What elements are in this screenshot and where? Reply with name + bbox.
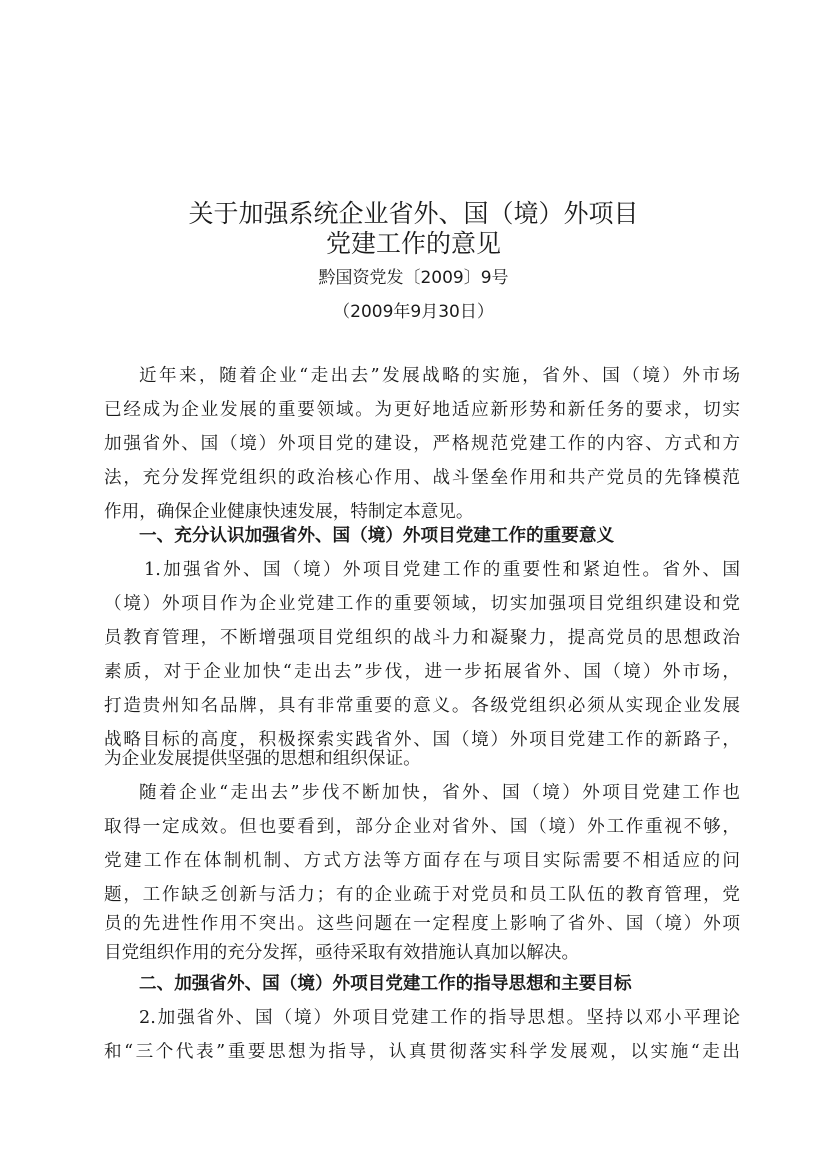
body-line: 题，工作缺乏创新与活力；有的企业疏于对党员和员工队伍的教育管理，党 <box>104 885 740 905</box>
body-line: 素质，对于企业加快“走出去”步伐，进一步拓展省外、国（境）外市场， <box>104 662 740 682</box>
body-line: 目党组织作用的充分发挥，亟待采取有效措施认真加以解决。 <box>104 943 580 963</box>
document-title-line-1: 关于加强系统企业省外、国（境）外项目 <box>188 199 639 228</box>
body-line: 打造贵州知名品牌，具有非常重要的意义。各级党组织必须从实现企业发展 <box>104 696 740 716</box>
section-heading-1: 一、充分认识加强省外、国（境）外项目党建工作的重要意义 <box>139 526 615 546</box>
body-line: （境）外项目作为企业党建工作的重要领域，切实加强项目党组织建设和党 <box>104 594 740 614</box>
body-line: 随着企业“走出去”步伐不断加快，省外、国（境）外项目党建工作也 <box>139 783 740 803</box>
body-line: 战略目标的高度，积极探索实践省外、国（境）外项目党建工作的新路子， <box>104 730 740 750</box>
body-line: 取得一定成效。但也要看到，部分企业对省外、国（境）外工作重视不够， <box>104 817 740 837</box>
document-title-line-2: 党建工作的意见 <box>325 229 501 258</box>
body-line: 2.加强省外、国（境）外项目党建工作的指导思想。坚持以邓小平理论 <box>139 1008 740 1028</box>
section-heading-2: 二、加强省外、国（境）外项目党建工作的指导思想和主要目标 <box>139 974 632 994</box>
body-line: 员的先进性作用不突出。这些问题在一定程度上影响了省外、国（境）外项 <box>104 914 740 934</box>
body-line: 员教育管理，不断增强项目党组织的战斗力和凝聚力，提高党员的思想政治 <box>104 628 740 648</box>
body-line: 法，充分发挥党组织的政治核心作用、战斗堡垒作用和共产党员的先锋模范 <box>104 468 740 488</box>
body-line: 加强省外、国（境）外项目党的建设，严格规范党建工作的内容、方式和方 <box>104 434 740 454</box>
body-line: 为企业发展提供坚强的思想和组织保证。 <box>104 749 421 769</box>
body-line: 近年来，随着企业“走出去”发展战略的实施，省外、国（境）外市场 <box>139 366 740 386</box>
body-line: 党建工作在体制机制、方式方法等方面存在与项目实际需要不相适应的问 <box>104 851 740 871</box>
document-number: 黔国资党发〔2009〕9号 <box>318 268 509 288</box>
body-line: 已经成为企业发展的重要领域。为更好地适应新形势和新任务的要求，切实 <box>104 400 740 420</box>
body-line: 作用，确保企业健康快速发展，特制定本意见。 <box>104 502 474 522</box>
document-date: （2009年9月30日） <box>333 302 494 322</box>
body-line: 1.加强省外、国（境）外项目党建工作的重要性和紧迫性。省外、国 <box>144 560 740 580</box>
body-line: 和“三个代表”重要思想为指导，认真贯彻落实科学发展观，以实施“走出 <box>104 1042 740 1062</box>
